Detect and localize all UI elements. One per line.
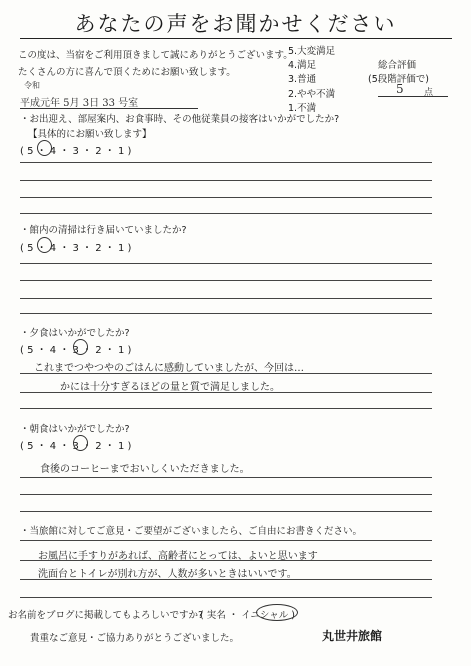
selected-rating-circle: [73, 339, 88, 355]
rating-legend-3: 3.普通: [288, 74, 317, 85]
question-breakfast: ・朝食はいかがでしたか?: [20, 424, 130, 435]
answer-line: [20, 162, 432, 163]
opinion-comment-1: お風呂に手すりがあれば、高齢者にとっては、よいと思います: [38, 551, 318, 562]
question-dinner: ・夕食はいかがでしたか?: [20, 328, 130, 339]
selected-rating-circle: [37, 237, 52, 253]
answer-line: [20, 280, 432, 281]
rating-scale-dinner: ( 5 ・ 4 ・ 3 ・ 2 ・ 1 ): [20, 345, 132, 356]
era-name: 令和: [24, 81, 40, 90]
overall-sublabel: (5段階評価で): [368, 74, 429, 85]
answer-line: [20, 494, 432, 495]
opinion-comment-2: 洗面台とトイレが別れ方が、人数が多いときはいいです。: [38, 569, 297, 580]
answer-line: [20, 263, 432, 264]
answer-line: [20, 298, 432, 299]
selected-option-circle: [256, 604, 298, 621]
question-service-detail: 【具体的にお願い致します】: [28, 129, 152, 140]
answer-line: [20, 197, 432, 198]
score-underline: [378, 96, 448, 97]
rating-scale-service: ( 5 ・ 4 ・ 3 ・ 2 ・ 1 ): [20, 146, 132, 157]
overall-unit: 点: [424, 88, 434, 98]
overall-label: 総合評価: [378, 60, 417, 71]
answer-line: [20, 579, 432, 580]
answer-line: [20, 477, 432, 478]
question-service: ・お出迎え、部屋案内、お食事時、その他従業員の接客はいかがでしたか?: [20, 114, 340, 125]
answer-line: [20, 540, 432, 541]
selected-rating-circle: [73, 435, 88, 451]
rating-legend-5: 5.大変満足: [288, 46, 336, 57]
stay-date-room: 平成元年 5月 3日 33 号室: [20, 98, 139, 109]
question-cleaning: ・館内の清掃は行き届いていましたか?: [20, 225, 187, 236]
answer-line: [20, 313, 432, 314]
opinion-prompt: ・当旅館に対してご意見・ご要望がございましたら、ご自由にお書きください。: [20, 526, 363, 537]
answer-line: [20, 560, 432, 561]
answer-line: [20, 511, 432, 512]
answer-line: [20, 180, 432, 181]
answer-line: [20, 408, 432, 409]
rating-legend-1: 1.不満: [288, 103, 317, 114]
breakfast-comment: 食後のコーヒーまでおいしくいただきました。: [40, 464, 250, 475]
overall-score: 5: [396, 82, 404, 96]
answer-line: [20, 213, 432, 214]
rating-scale-cleaning: ( 5 ・ 4 ・ 3 ・ 2 ・ 1 ): [20, 243, 132, 254]
blog-options: ( 実名 ・ イニシャル ): [200, 610, 295, 621]
selected-rating-circle: [37, 140, 52, 156]
intro-line-2: たくさんの方に喜んで頂くためにお願い致します。: [18, 67, 236, 78]
inn-name: 丸世井旅館: [322, 629, 383, 643]
answer-line: [20, 597, 432, 598]
title-underline: [20, 38, 452, 39]
page-title: あなたの声をお聞かせください: [74, 12, 397, 36]
answer-line: [20, 392, 432, 393]
rating-scale-breakfast: ( 5 ・ 4 ・ 3 ・ 2 ・ 1 ): [20, 441, 132, 452]
dinner-comment-2: かには十分すぎるほどの量と質で満足しました。: [60, 382, 280, 393]
dinner-comment-1: これまでつやつやのごはんに感動していましたが、今回は…: [34, 363, 304, 374]
thanks-message: 貴重なご意見・ご協力ありがとうございました。: [30, 633, 240, 644]
date-underline: [20, 108, 198, 109]
intro-line-1: この度は、当宿をご利用頂きまして誠にありがとうございます。: [18, 50, 293, 61]
answer-line: [20, 373, 432, 374]
rating-legend-2: 2.やや不満: [288, 89, 336, 100]
blog-question: お名前をブログに掲載してもよろしいですか?: [8, 610, 204, 621]
rating-legend-4: 4.満足: [288, 60, 317, 71]
